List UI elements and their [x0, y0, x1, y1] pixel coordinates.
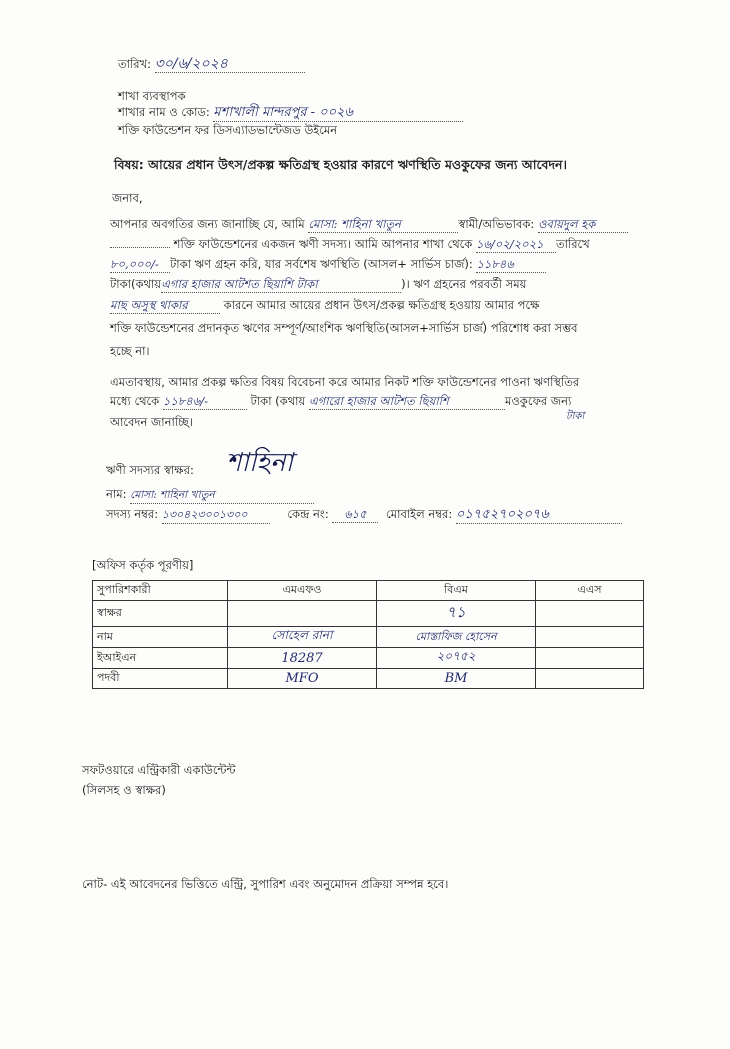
as-cell: [536, 627, 644, 648]
table-header-cell: এমএফও: [228, 581, 377, 601]
para1-text: আপনার অবগতির জন্য জানাচ্ছি যে, আমি: [110, 217, 305, 231]
member-info-row: [106, 506, 622, 524]
mfo-cell: 18287: [228, 648, 377, 669]
office-heading: [অফিস কর্তৃক পূরণীয়]: [92, 558, 194, 572]
name-value: মোসা: শাহিনা খাতুন: [130, 487, 314, 504]
date-row: [118, 56, 305, 73]
table-row: [93, 648, 644, 669]
para1-text: টাকা(কথায়: [110, 277, 162, 291]
table-row: [93, 669, 644, 689]
branch-value: মশাখালী মান্দরপুর - ০০২৬: [213, 105, 463, 122]
para1-line4: [110, 276, 526, 293]
waiver-amount-fill: ১১৮৪৬/-: [163, 393, 247, 410]
para2-text: টাকা (কথায়: [250, 394, 306, 408]
para1-text: কারনে আমার আয়ের প্রধান উৎস/প্রকল্প ক্ষতিগ্রস্থ হওয়ায় আমার পক্ষে: [223, 298, 540, 312]
footer-note: নোট- এই আবেদনের ভিত্তিতে এন্ট্রি, সুপারিশ এবং অনুমোদন প্রক্রিয়া সম্পন্ন হবে।: [82, 877, 449, 891]
para1-text: )। ঋণ গ্রহনের পরবর্তী সময়: [401, 277, 527, 291]
member-no-value: ১৩০৪২৩০০১৩০০: [162, 507, 270, 524]
mfo-cell: [228, 601, 377, 627]
guardian-fill: ওবায়দুল হক: [538, 216, 628, 233]
para2-text: মধ্যে থেকে: [110, 394, 160, 408]
para1-line2: [110, 236, 590, 253]
addressee: শাখা ব্যবস্থাপক: [118, 89, 186, 103]
bm-cell: ৭১: [377, 601, 536, 627]
bm-cell: মোস্তাফিজ হোসেন: [377, 627, 536, 648]
branch-row: [118, 104, 463, 122]
para1-text: স্বামী/অভিভাবক:: [458, 217, 535, 231]
mfo-cell: MFO: [228, 669, 377, 689]
waiver-words-fill: এগারো হাজার আটশত ছিয়াশি: [309, 393, 505, 410]
balance-fill: ১১৮৪৬: [476, 256, 546, 273]
para1-text: টাকা ঋণ গ্রহন করি, যার সর্বশেষ ঋণস্থিতি (আসল+ সার্ভিস চার্জ):: [170, 257, 473, 271]
salutation: জনাব,: [112, 191, 143, 205]
table-header-cell: বিএম: [377, 581, 536, 601]
signature-row: [106, 462, 194, 478]
row-label: পদবী: [93, 669, 228, 689]
para2-text: মওকুফের জন্য: [504, 394, 572, 408]
para1-line6: শক্তি ফাউন্ডেশনের প্রদানকৃত ঋণের সম্পূর্ণ/আংশিক ঋণস্থিতি(আসল+সার্ভিস চার্জ) পরিশোধ করা সম্ভব: [110, 321, 578, 335]
table-header-cell: সুপারিশকারী: [93, 581, 228, 601]
balance-words-fill: এগার হাজার আটশত ছিয়াশি টাকা: [161, 276, 401, 293]
mfo-cell: সোহেল রানা: [228, 627, 377, 648]
blank-dots: [110, 247, 170, 248]
para1-line1: [110, 216, 628, 233]
as-cell: [536, 669, 644, 689]
para1-line7: হচ্ছে না।: [110, 344, 150, 358]
para1-line3: [110, 256, 546, 273]
waiver-words-continued: টাকা: [566, 411, 585, 422]
member-name-fill: মোসা: শাহিনা খাতুন: [308, 216, 458, 233]
name-row: [106, 486, 314, 504]
bm-cell: ২০৭৫২: [377, 648, 536, 669]
para2-line2: [110, 393, 571, 410]
accountant-title: সফটওয়ারে এন্ট্রিকারী একাউন্টেন্ট: [82, 763, 236, 777]
as-cell: [536, 648, 644, 669]
office-table: [92, 580, 644, 689]
bm-cell: BM: [377, 669, 536, 689]
center-label: কেন্দ্র নং:: [287, 507, 329, 521]
name-label: নাম:: [106, 487, 127, 501]
mobile-value: ০১৭৫২৭০২০৭৬: [456, 507, 622, 524]
organization-line: শক্তি ফাউন্ডেশন ফর ডিসএ্যাডভান্টেজড উইমেন: [118, 123, 338, 137]
table-header-row: [93, 581, 644, 601]
para1-line5: [110, 297, 539, 314]
para2-line3: আবেদন জানাচ্ছি।: [110, 415, 194, 429]
table-header-cell: এএস: [536, 581, 644, 601]
date-value: ৩০/৬/২০২৪: [155, 56, 305, 73]
member-signature: শাহিনা: [226, 448, 294, 478]
branch-label: শাখার নাম ও কোড:: [118, 105, 210, 119]
loan-amount-fill: ৮০,০০০/-: [110, 256, 170, 273]
para1-text: তারিখে: [555, 237, 590, 251]
center-value: ৬১৫: [332, 506, 378, 523]
table-row: [93, 601, 644, 627]
date-label: তারিখ:: [118, 57, 152, 71]
member-no-label: সদস্য নম্বর:: [106, 507, 159, 521]
loan-date-fill: ১৬/০২/২০২১: [476, 236, 556, 253]
para1-text: শক্তি ফাউন্ডেশনের একজন ঋণী সদস্য। আমি আপনার শাখা থেকে: [173, 237, 473, 251]
mobile-label: মোবাইল নম্বর:: [386, 507, 453, 521]
row-label: স্বাক্ষর: [93, 601, 228, 627]
accountant-seal-note: (সিলসহ ও স্বাক্ষর): [82, 783, 166, 797]
as-cell: [536, 601, 644, 627]
table-row: [93, 627, 644, 648]
para2-line1: এমতাবস্থায়, আমার প্রকল্প ক্ষতির বিষয় বিবেচনা করে আমার নিকট শক্তি ফাউন্ডেশনের পাওনা ঋণস্থিতির: [110, 375, 580, 389]
row-label: নাম: [93, 627, 228, 648]
row-label: ইআইএন: [93, 648, 228, 669]
subject-line: বিষয়: আয়ের প্রধান উৎস/প্রকল্প ক্ষতিগ্রস্থ হওয়ার কারণে ঋণস্থিতি মওকুফের জন্য আবেদন।: [114, 157, 567, 172]
signature-label: ঋণী সদস্যর স্বাক্ষর:: [106, 463, 194, 477]
reason-fill: মাছ অসুস্থ থাকার: [110, 297, 220, 314]
